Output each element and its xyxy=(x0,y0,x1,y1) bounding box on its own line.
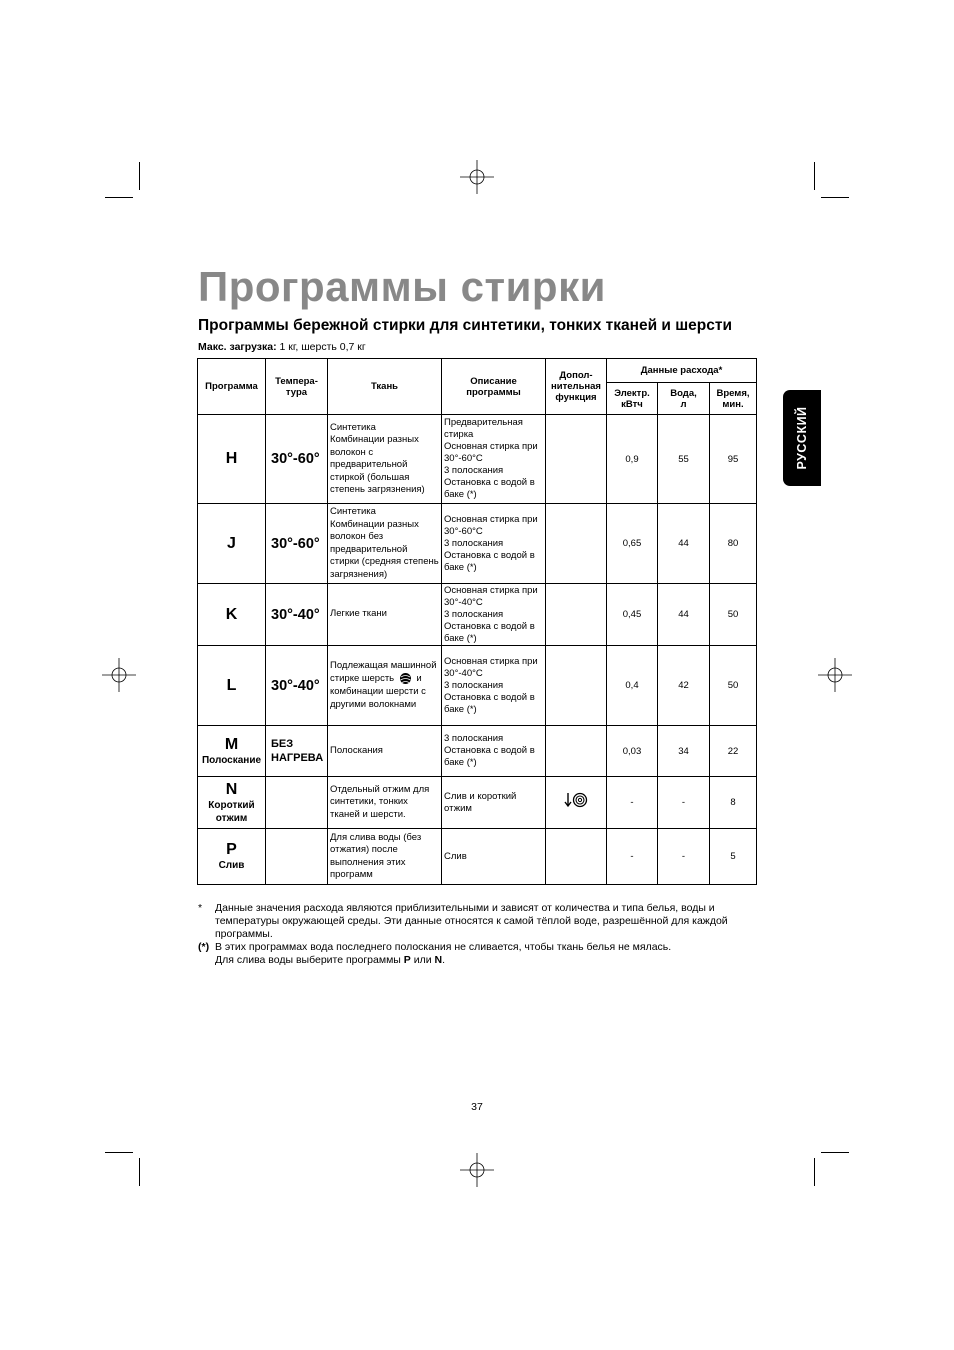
program-water: - xyxy=(658,829,710,885)
program-kwh: - xyxy=(607,777,658,829)
page-subtitle: Программы бережной стирки для синтетики, тонких тканей и шерсти xyxy=(198,317,733,334)
footnote-star xyxy=(198,902,758,941)
footnote-paren xyxy=(198,941,758,954)
drain-spin-icon xyxy=(563,791,589,809)
program-code-subtitle: Полоскание xyxy=(201,754,262,766)
header-extra-function: Допол- нительная функция xyxy=(546,359,607,415)
program-extra xyxy=(546,829,607,885)
header-program: Программа xyxy=(198,359,266,415)
program-extra xyxy=(546,584,607,646)
table-row xyxy=(198,646,757,726)
crop-mark xyxy=(821,1152,849,1153)
program-description: 3 полоскания Остановка с водой в баке (*) xyxy=(442,726,546,777)
program-code: M xyxy=(224,735,239,753)
programs-table xyxy=(197,358,757,885)
program-temperature: БЕЗ НАГРЕВА xyxy=(266,726,328,777)
program-time: 5 xyxy=(710,829,757,885)
program-fabric: Синтетика Комбинации разных волокон с предварительной стиркой (большая степень загрязнения) xyxy=(328,415,442,504)
table-row xyxy=(198,829,757,885)
table-row xyxy=(198,415,757,504)
footnote-program-p: P xyxy=(403,954,411,966)
program-description: Предварительная стирка Основная стирка при 30°-60°С 3 полоскания Остановка с водой в баке (*) xyxy=(442,415,546,504)
registration-mark-icon xyxy=(102,658,136,692)
max-load-line xyxy=(198,341,366,353)
crop-mark xyxy=(821,197,849,198)
crop-mark xyxy=(105,197,133,198)
program-code-subtitle: Слив xyxy=(218,860,245,871)
footnote-drain-text: Для слива воды выберите программы xyxy=(215,954,401,966)
program-description: Слив и короткий отжим xyxy=(442,777,546,829)
header-water: Вода, л xyxy=(658,383,710,415)
footnotes xyxy=(198,902,758,967)
program-kwh: 0,03 xyxy=(607,726,658,777)
crop-mark xyxy=(139,1158,140,1186)
program-kwh: - xyxy=(607,829,658,885)
wool-ball-icon xyxy=(399,672,412,685)
language-tab xyxy=(783,390,821,486)
crop-mark xyxy=(105,1152,133,1153)
program-code-cell xyxy=(198,726,266,777)
program-extra xyxy=(546,415,607,504)
header-time: Время, мин. xyxy=(710,383,757,415)
program-code-subtitle: Короткий отжим xyxy=(208,799,255,824)
crop-mark xyxy=(814,162,815,190)
program-temperature: 30°-60° xyxy=(266,504,328,584)
page-title: Программы стирки xyxy=(198,263,606,310)
program-extra xyxy=(546,504,607,584)
program-temperature xyxy=(266,829,328,885)
program-description: Основная стирка при 30°-60°С 3 полоскания Остановка с водой в баке (*) xyxy=(442,504,546,584)
program-code: H xyxy=(198,415,266,504)
max-load-label: Макс. загрузка: xyxy=(198,341,277,353)
program-code: N xyxy=(225,780,238,798)
program-fabric xyxy=(328,646,442,726)
footnote-drain xyxy=(198,954,758,967)
program-extra xyxy=(546,646,607,726)
program-time: 50 xyxy=(710,646,757,726)
program-temperature: 30°-60° xyxy=(266,415,328,504)
registration-mark-icon xyxy=(460,1153,494,1187)
program-water: 44 xyxy=(658,584,710,646)
program-fabric-text: и комбинации шерсти с другими волокнами xyxy=(330,673,426,710)
footnote-program-n: N xyxy=(434,954,443,966)
program-temperature xyxy=(266,777,328,829)
program-description: Основная стирка при 30°-40°С 3 полоскания Остановка с водой в баке (*) xyxy=(442,584,546,646)
program-code: K xyxy=(198,584,266,646)
registration-mark-icon xyxy=(460,160,494,194)
program-extra xyxy=(546,726,607,777)
program-fabric: Синтетика Комбинации разных волокон без предварительной стирки (средняя степень загрязнения) xyxy=(328,504,442,584)
table-row xyxy=(198,726,757,777)
program-code: L xyxy=(198,646,266,726)
table-row xyxy=(198,584,757,646)
program-water: 55 xyxy=(658,415,710,504)
program-fabric-text: Подлежащая машинной стирке шерсть xyxy=(330,659,437,685)
footnote-period: . xyxy=(442,954,445,966)
header-electricity: Электр. кВтч xyxy=(607,383,658,415)
program-water: 34 xyxy=(658,726,710,777)
program-fabric: Отдельный отжим для синтетики, тонких тканей и шерсти. xyxy=(328,777,442,829)
program-code-cell xyxy=(198,777,266,829)
table-row xyxy=(198,777,757,829)
header-fabric: Ткань xyxy=(328,359,442,415)
registration-mark-icon xyxy=(818,658,852,692)
program-water: 42 xyxy=(658,646,710,726)
program-kwh: 0,4 xyxy=(607,646,658,726)
program-time: 22 xyxy=(710,726,757,777)
program-temperature: 30°-40° xyxy=(266,646,328,726)
program-time: 50 xyxy=(710,584,757,646)
program-time: 8 xyxy=(710,777,757,829)
program-fabric: Полоскания xyxy=(328,726,442,777)
program-time: 80 xyxy=(710,504,757,584)
program-water: 44 xyxy=(658,504,710,584)
footnote-or: или xyxy=(413,954,432,966)
program-code-cell xyxy=(198,829,266,885)
program-time: 95 xyxy=(710,415,757,504)
program-kwh: 0,9 xyxy=(607,415,658,504)
program-description: Основная стирка при 30°-40°С 3 полоскания Остановка с водой в баке (*) xyxy=(442,646,546,726)
program-description: Слив xyxy=(442,829,546,885)
program-water: - xyxy=(658,777,710,829)
max-load-value: 1 кг, шерсть 0,7 кг xyxy=(279,341,366,353)
header-description: Описание программы xyxy=(442,359,546,415)
program-fabric: Для слива воды (без отжатия) после выполнения этих программ xyxy=(328,829,442,885)
program-kwh: 0,65 xyxy=(607,504,658,584)
footnote-star-mark: * xyxy=(198,902,203,914)
footnote-star-text: Данные значения расхода являются приблизительными и зависят от количества и типа белья, воды и температуры окружающей среды. Эти данные относятся к самой тёплой воде, разрешённой для каждой программы. xyxy=(215,902,728,940)
crop-mark xyxy=(139,162,140,190)
header-consumption: Данные расхода* xyxy=(607,359,757,383)
header-temperature: Темпера- тура xyxy=(266,359,328,415)
program-kwh: 0,45 xyxy=(607,584,658,646)
program-fabric: Легкие ткани xyxy=(328,584,442,646)
crop-mark xyxy=(814,1158,815,1186)
footnote-paren-text: В этих программах вода последнего полоскания не сливается, чтобы ткань белья не мялась. xyxy=(215,941,672,953)
table-row xyxy=(198,504,757,584)
program-code: J xyxy=(198,504,266,584)
program-extra xyxy=(546,777,607,829)
language-tab-label: РУССКИЙ xyxy=(795,406,809,470)
program-temperature: 30°-40° xyxy=(266,584,328,646)
footnote-paren-mark: (*) xyxy=(198,941,210,953)
program-code: P xyxy=(226,841,237,858)
page-number: 37 xyxy=(471,1101,483,1113)
